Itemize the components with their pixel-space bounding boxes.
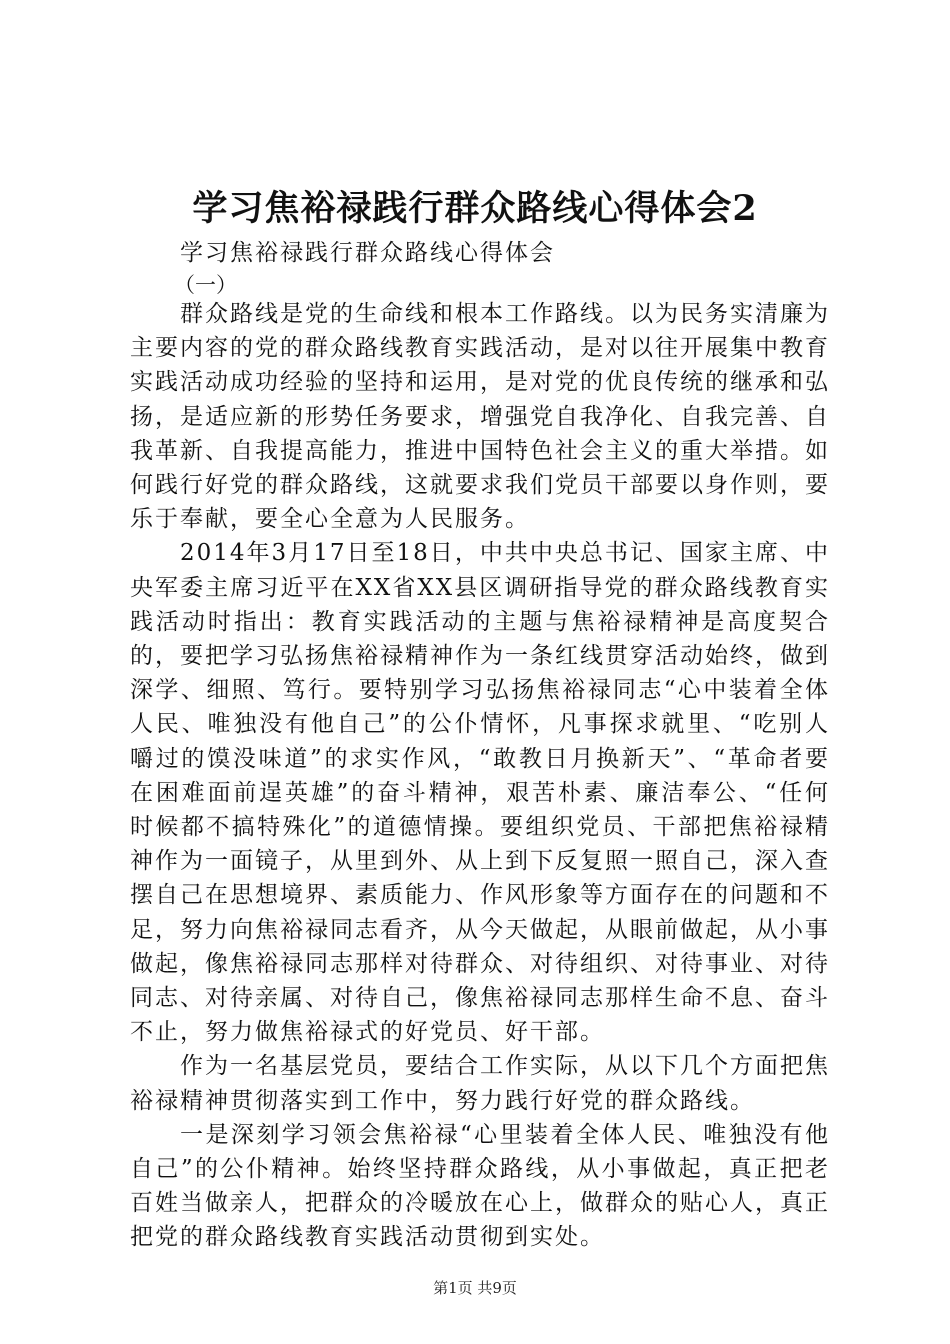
document-body: [130, 297, 830, 1255]
section-number: （一）: [174, 273, 237, 297]
paragraph: 群众路线是党的生命线和根本工作路线。以为民务实清廉为主要内容的党的群众路线教育实践活动，是对以往开展集中教育实践活动成功经验的坚持和运用，是对党的优良传统的继承和弘扬，是适应新的形势任务要求，增强党自我净化、自我完善、自我革新、自我提高能力，推进中国特色社会主义的重大举措。如何践行好党的群众路线，这就要求我们党员干部要以身作则，要乐于奉献，要全心全意为人民服务。: [130, 301, 830, 533]
document-title: 学习焦裕禄践行群众路线心得体会2: [192, 188, 758, 229]
page-number-footer: 第1页 共9页: [433, 1279, 517, 1297]
document-subtitle: 学习焦裕禄践行群众路线心得体会: [180, 240, 555, 266]
paragraph: 一是深刻学习领会焦裕禄“心里装着全体人民、唯独没有他自己”的公仆精神。始终坚持群众路线，从小事做起，真正把老百姓当做亲人，把群众的冷暖放在心上，做群众的贴心人，真正把党的群众路线教育实践活动贯彻到实处。: [130, 1121, 830, 1251]
paragraph: 作为一名基层党员，要结合工作实际，从以下几个方面把焦裕禄精神贯彻落实到工作中，努力践行好党的群众路线。: [130, 1053, 830, 1114]
paragraph: 2014年3月17日至18日，中共中央总书记、国家主席、中央军委主席习近平在XX省XX县区调研指导党的群众路线教育实践活动时指出：教育实践活动的主题与焦裕禄精神是高度契合的，要把学习弘扬焦裕禄精神作为一条红线贯穿活动始终，做到深学、细照、笃行。要特别学习弘扬焦裕禄同志“心中装着全体人民、唯独没有他自己”的公仆情怀，凡事探求就里、“吃别人嚼过的馍没味道”的求实作风，“敢教日月换新天”、“革命者要在困难面前逞英雄”的奋斗精神，艰苦朴素、廉洁奉公、“任何时候都不搞特殊化”的道德情操。要组织党员、干部把焦裕禄精神作为一面镜子，从里到外、从上到下反复照一照自己，深入查摆自己在思想境界、素质能力、作风形象等方面存在的问题和不足，努力向焦裕禄同志看齐，从今天做起，从眼前做起，从小事做起，像焦裕禄同志那样对待群众、对待组织、对待事业、对待同志、对待亲属、对待自己，像焦裕禄同志那样生命不息、奋斗不止，努力做焦裕禄式的好党员、好干部。: [130, 540, 830, 1046]
